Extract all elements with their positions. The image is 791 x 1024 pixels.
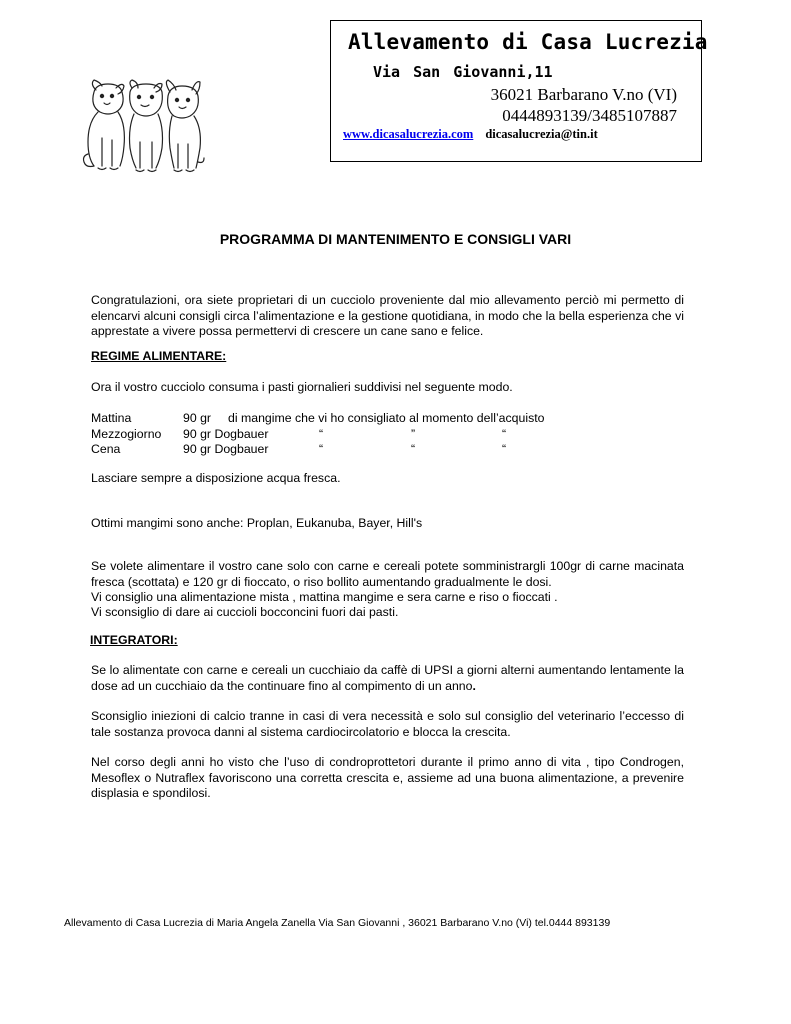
street-address: Via San Giovanni,11	[373, 63, 553, 81]
three-bulldogs-drawing-icon	[76, 78, 206, 176]
website-link[interactable]: www.dicasalucrezia.com	[343, 127, 474, 141]
meal-note: di mangime che vi ho consigliato al momento dell’acquisto	[228, 411, 545, 425]
upsi-text: Se lo alimentate con carne e cereali un cucchiaio da caffè di UPSI a giorni alterni aumentando lentamente la dose ad un cucchiaio da the continuare fino al compimento di un anno	[91, 663, 684, 693]
contact-line	[343, 127, 598, 142]
snacks-line: Vi sconsiglio di dare ai cuccioli bocconcini fuori dai pasti.	[91, 605, 399, 619]
intro-paragraph: Congratulazioni, ora siete proprietari di un cucciolo proveniente dal mio allevamento perciò mi permetto di elencarvi alcuni consigli circa l’alimentazione e la gestione quotidiana, in modo che la bella esperienza che vi apprestate a vivere possa permettervi di crescere un cane sano e felice.	[91, 293, 684, 338]
ditto-mark: “	[319, 442, 324, 456]
ditto-mark: “	[411, 442, 416, 456]
meal-name: Cena	[91, 442, 121, 456]
supplements-paragraph-chondroprotectors: Nel corso degli anni ho visto che l’uso di condroprottetori durante il primo anno di vita , tipo Condrogen, Mesoflex o Nutraflex favoriscono una corretta crescita e, assieme ad una buona alimentazione, a prevenire displasia e spondilosi.	[91, 755, 684, 800]
upsi-period: .	[472, 678, 476, 693]
supplements-heading: INTEGRATORI:	[90, 633, 178, 647]
mixed-diet-line: Vi consiglio una alimentazione mista , mattina mangime e sera carne e riso o fioccati .	[91, 590, 558, 604]
water-note: Lasciare sempre a disposizione acqua fresca.	[91, 471, 341, 485]
ditto-mark: “	[319, 426, 324, 441]
meal-name: Mattina	[91, 411, 132, 425]
ditto-mark: “	[502, 442, 507, 456]
meal-quantity: 90 gr Dogbauer	[183, 442, 269, 456]
email-address: dicasalucrezia@tin.it	[485, 127, 598, 141]
meal-quantity: 90 gr Dogbauer	[183, 426, 269, 441]
diet-heading: REGIME ALIMENTARE:	[91, 349, 227, 363]
diet-lead: Ora il vostro cucciolo consuma i pasti giornalieri suddivisi nel seguente modo.	[91, 380, 513, 394]
kennel-name: Allevamento di Casa Lucrezia	[348, 30, 708, 54]
brands-note: Ottimi mangimi sono anche: Proplan, Eukanuba, Bayer, Hill's	[91, 516, 423, 530]
page-footer: Allevamento di Casa Lucrezia di Maria Angela Zanella Via San Giovanni , 36021 Barbarano V.no (Vi) tel.0444 893139	[64, 917, 611, 929]
supplements-paragraph-calcium: Sconsiglio iniezioni di calcio tranne in casi di vera necessità e solo sul consiglio del veterinario l’eccesso di tale sostanza provoca danni al sistema cardiocircolatorio e blocca la crescita.	[91, 709, 684, 739]
meat-diet-paragraph: Se volete alimentare il vostro cane solo con carne e cereali potete somministrargli 100gr di carne macinata fresca (scottata) e 120 gr di fioccato, o riso bollito aumentando gradualmente le dosi.	[91, 559, 684, 589]
ditto-mark: ”	[411, 426, 416, 441]
phone-numbers: 0444893139/3485107887	[502, 106, 677, 125]
supplements-paragraph-upsi	[91, 663, 684, 694]
letterhead-box	[330, 20, 708, 162]
meal-name: Mezzogiorno	[91, 426, 162, 441]
city-address: 36021 Barbarano V.no (VI)	[490, 85, 677, 104]
meal-quantity: 90 gr	[183, 411, 212, 425]
ditto-mark: “	[502, 426, 507, 441]
document-title: PROGRAMMA DI MANTENIMENTO E CONSIGLI VARI	[219, 231, 572, 247]
